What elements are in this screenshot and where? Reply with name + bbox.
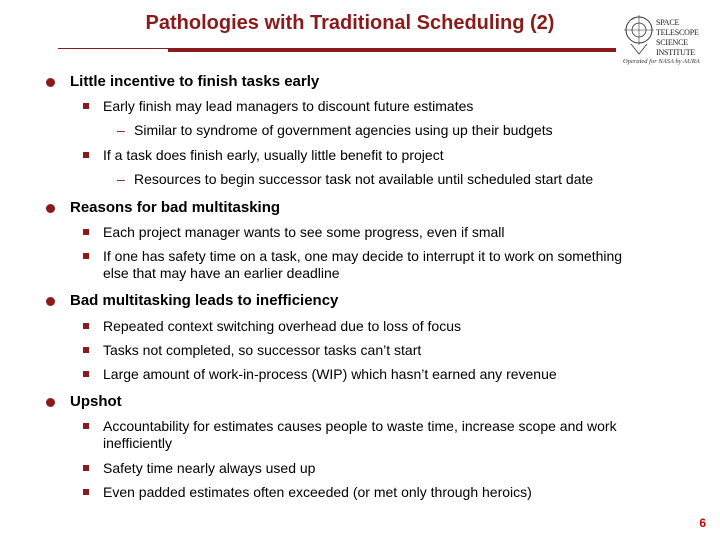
list-item: If a task does finish early, usually little benefit to project <box>103 147 444 163</box>
title-rule-thick <box>168 48 616 52</box>
sub-item: Resources to begin successor task not available until scheduled start date <box>134 171 594 187</box>
slide-title: Pathologies with Traditional Scheduling (2) <box>145 12 555 34</box>
item-bullet <box>83 423 89 429</box>
section-heading: Reasons for bad multitasking <box>70 199 281 216</box>
list-item: Safety time nearly always used up <box>103 460 316 476</box>
item-bullet <box>83 371 89 377</box>
section-bullet <box>46 297 55 306</box>
sub-item: Similar to syndrome of government agencies using up their budgets <box>134 122 553 138</box>
list-item: Even padded estimates often exceeded (or met only through heroics) <box>103 484 532 500</box>
dash-bullet: – <box>117 122 125 138</box>
section-bullet <box>46 204 55 213</box>
item-bullet <box>83 103 89 109</box>
stsci-emblem-icon <box>623 14 655 58</box>
section-heading: Upshot <box>70 393 122 410</box>
logo-text: SPACE TELESCOPE SCIENCE INSTITUTE <box>656 18 699 57</box>
section-heading: Little incentive to finish tasks early <box>70 73 320 90</box>
list-item: Large amount of work-in-process (WIP) which hasn’t earned any revenue <box>103 366 557 382</box>
item-bullet <box>83 465 89 471</box>
list-item: Repeated context switching overhead due to loss of focus <box>103 318 461 334</box>
item-bullet <box>83 489 89 495</box>
section-heading: Bad multitasking leads to inefficiency <box>70 292 339 309</box>
section-bullet <box>46 398 55 407</box>
list-item: Each project manager wants to see some progress, even if small <box>103 224 505 240</box>
page-number: 6 <box>699 516 706 530</box>
stsci-logo <box>623 14 715 68</box>
list-item: Tasks not completed, so successor tasks can’t start <box>103 342 422 358</box>
item-bullet <box>83 152 89 158</box>
dash-bullet: – <box>117 171 125 187</box>
item-bullet <box>83 323 89 329</box>
item-bullet <box>83 253 89 259</box>
item-bullet <box>83 229 89 235</box>
title-rule-thin <box>58 48 168 49</box>
list-item: Accountability for estimates causes people to waste time, increase scope and work inefficiently <box>103 418 617 451</box>
list-item: If one has safety time on a task, one may decide to interrupt it to work on something else that may have an earlier deadline <box>103 248 623 281</box>
section-bullet <box>46 78 55 87</box>
logo-caption: Operated for NASA by AURA <box>623 58 700 65</box>
item-bullet <box>83 347 89 353</box>
list-item: Early finish may lead managers to discount future estimates <box>103 98 474 114</box>
